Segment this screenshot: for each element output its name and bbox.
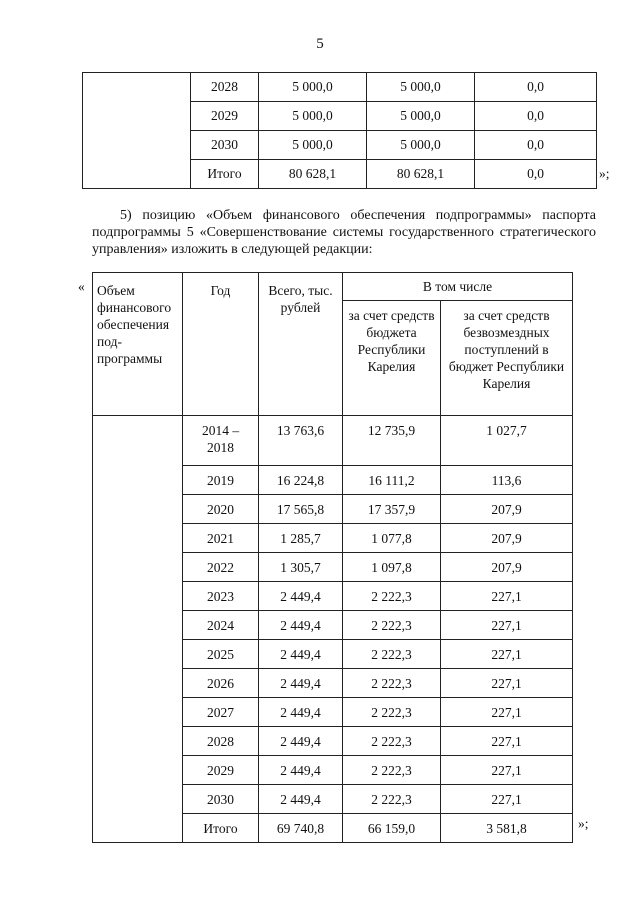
cell-year: 2030 [191, 131, 259, 160]
cell-year: 2029 [183, 756, 259, 785]
cell-budget: 2 222,3 [343, 611, 441, 640]
header-year: Год [183, 273, 259, 416]
cell-other: 227,1 [441, 611, 573, 640]
cell-total: 69 740,8 [259, 814, 343, 843]
cell-year: 2022 [183, 553, 259, 582]
table-row [93, 611, 573, 640]
cell-budget: 5 000,0 [367, 73, 475, 102]
cell-total: 5 000,0 [259, 102, 367, 131]
table-row [93, 698, 573, 727]
label-cell [93, 495, 183, 524]
cell-other: 3 581,8 [441, 814, 573, 843]
cell-year: 2023 [183, 582, 259, 611]
cell-budget: 1 097,8 [343, 553, 441, 582]
cell-budget: 16 111,2 [343, 466, 441, 495]
cell-budget: 2 222,3 [343, 698, 441, 727]
label-cell [93, 466, 183, 495]
cell-other: 227,1 [441, 669, 573, 698]
cell-other: 0,0 [475, 131, 597, 160]
cell-other: 227,1 [441, 756, 573, 785]
cell-budget: 12 735,9 [343, 416, 441, 466]
label-cell [93, 727, 183, 756]
cell-other: 0,0 [475, 102, 597, 131]
label-cell [93, 524, 183, 553]
cell-budget: 80 628,1 [367, 160, 475, 189]
table-row [93, 416, 573, 466]
label-cell [93, 416, 183, 466]
cell-budget: 2 222,3 [343, 669, 441, 698]
amendment-text: 5) позицию «Объем финансового обеспечения подпрограммы» паспорта подпрограммы 5 «Совершенствование системы государственного стратегического управления» изложить в следующей редакции: [92, 208, 596, 257]
funding-table-continued [82, 72, 597, 189]
cell-other: 227,1 [441, 640, 573, 669]
cell-budget: 2 222,3 [343, 727, 441, 756]
cell-total: 16 224,8 [259, 466, 343, 495]
cell-other: 227,1 [441, 582, 573, 611]
cell-other: 227,1 [441, 727, 573, 756]
label-cell [93, 669, 183, 698]
label-cell [93, 582, 183, 611]
cell-other: 227,1 [441, 698, 573, 727]
cell-year: 2020 [183, 495, 259, 524]
funding-table [92, 272, 573, 843]
cell-budget: 66 159,0 [343, 814, 441, 843]
cell-total: 1 285,7 [259, 524, 343, 553]
label-cell [93, 640, 183, 669]
cell-other: 207,9 [441, 553, 573, 582]
cell-budget: 5 000,0 [367, 131, 475, 160]
cell-year: 2029 [191, 102, 259, 131]
cell-budget: 1 077,8 [343, 524, 441, 553]
cell-other: 1 027,7 [441, 416, 573, 466]
label-cell [93, 553, 183, 582]
amendment-paragraph [92, 207, 596, 258]
table-row [83, 73, 597, 102]
header-grant-funds: за счет средств безвозмездных поступлений в бюджет Республики Карелия [441, 301, 573, 416]
cell-year: 2024 [183, 611, 259, 640]
cell-other: 113,6 [441, 466, 573, 495]
cell-total: 1 305,7 [259, 553, 343, 582]
cell-budget: 2 222,3 [343, 756, 441, 785]
header-including: В том числе [343, 273, 573, 301]
page-number: 5 [316, 36, 324, 52]
cell-year: 2028 [183, 727, 259, 756]
cell-total: 80 628,1 [259, 160, 367, 189]
cell-year: 2025 [183, 640, 259, 669]
cell-total: 17 565,8 [259, 495, 343, 524]
label-cell [83, 73, 191, 189]
cell-other: 0,0 [475, 160, 597, 189]
cell-other: 227,1 [441, 785, 573, 814]
table-row [93, 466, 573, 495]
cell-budget: 2 222,3 [343, 785, 441, 814]
label-cell [93, 756, 183, 785]
opening-quote: « [78, 279, 85, 294]
cell-total: 2 449,4 [259, 640, 343, 669]
cell-year: 2026 [183, 669, 259, 698]
table-row [93, 785, 573, 814]
cell-total: 2 449,4 [259, 611, 343, 640]
header-total: Всего, тыс. рублей [259, 273, 343, 416]
label-cell [93, 814, 183, 843]
cell-other: 207,9 [441, 495, 573, 524]
table-row [93, 640, 573, 669]
table-row [93, 553, 573, 582]
table-row [93, 814, 573, 843]
cell-year: Итого [191, 160, 259, 189]
table-row [93, 582, 573, 611]
cell-year: Итого [183, 814, 259, 843]
table-row [93, 524, 573, 553]
cell-year: 2028 [191, 73, 259, 102]
cell-year: 2030 [183, 785, 259, 814]
cell-budget: 5 000,0 [367, 102, 475, 131]
table-row [93, 756, 573, 785]
label-cell [93, 611, 183, 640]
cell-total: 2 449,4 [259, 582, 343, 611]
cell-total: 2 449,4 [259, 669, 343, 698]
cell-year: 2021 [183, 524, 259, 553]
table-row [93, 727, 573, 756]
cell-total: 2 449,4 [259, 698, 343, 727]
cell-total: 13 763,6 [259, 416, 343, 466]
cell-total: 5 000,0 [259, 131, 367, 160]
header-funding-volume: Объем финансового обеспечения под-программы [93, 273, 183, 416]
cell-year: 2014 – 2018 [183, 416, 259, 466]
table-row [93, 495, 573, 524]
cell-year: 2027 [183, 698, 259, 727]
cell-other: 0,0 [475, 73, 597, 102]
label-cell [93, 698, 183, 727]
cell-total: 2 449,4 [259, 785, 343, 814]
cell-total: 2 449,4 [259, 756, 343, 785]
cell-total: 2 449,4 [259, 727, 343, 756]
cell-budget: 2 222,3 [343, 582, 441, 611]
header-budget-funds: за счет средств бюджета Республики Карелия [343, 301, 441, 416]
cell-other: 207,9 [441, 524, 573, 553]
closing-quote-2: »; [578, 816, 589, 831]
cell-budget: 17 357,9 [343, 495, 441, 524]
cell-year: 2019 [183, 466, 259, 495]
table-row [93, 669, 573, 698]
cell-budget: 2 222,3 [343, 640, 441, 669]
cell-total: 5 000,0 [259, 73, 367, 102]
label-cell [93, 785, 183, 814]
closing-quote: »; [599, 166, 610, 181]
